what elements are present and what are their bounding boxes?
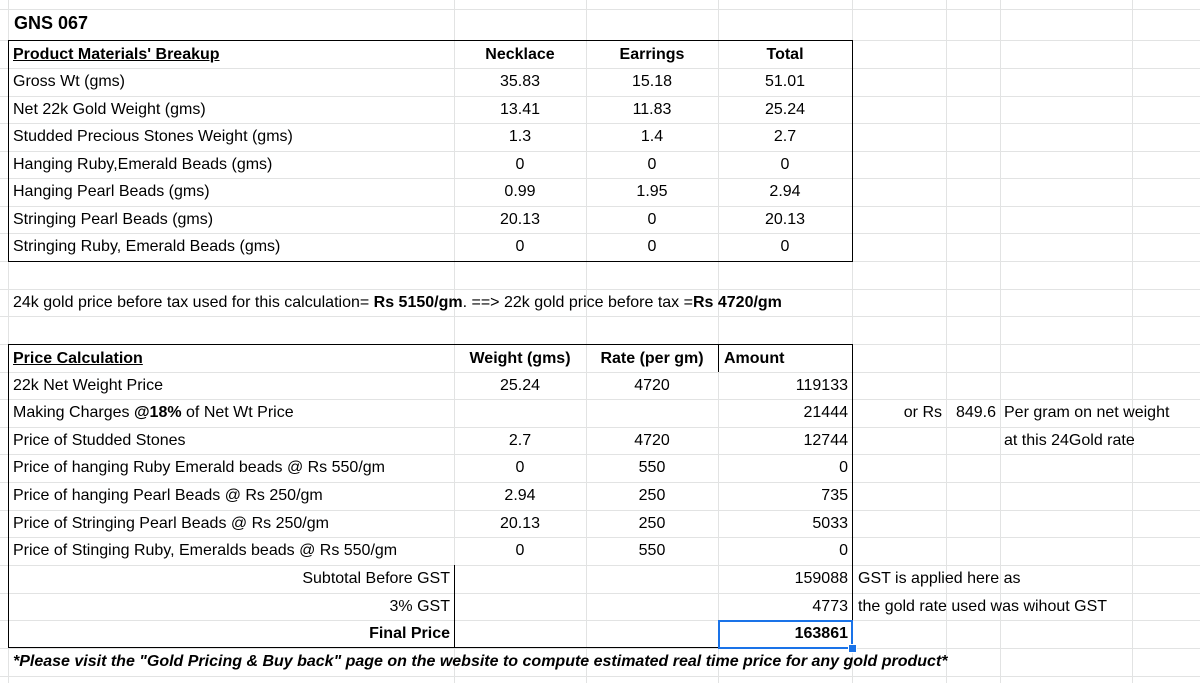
price-table-border [718,344,719,372]
col-rate-header[interactable]: Rate (per gm) [600,350,704,367]
breakup-row-label[interactable]: Stringing Pearl Beads (gms) [13,211,214,228]
price-rate-cell[interactable]: 4720 [634,377,670,394]
price-row-label[interactable]: Price of Stringing Pearl Beads @ Rs 250/gm [13,515,329,532]
price-weight-cell[interactable]: 0 [515,459,525,476]
breakup-row-label[interactable]: Net 22k Gold Weight (gms) [13,101,206,118]
gold-22k-price: Rs 4720/gm [692,294,782,311]
footer-note[interactable]: *Please visit the "Gold Pricing & Buy back" page on the website to compute estimated real time price for any gold product* [13,653,948,670]
breakup-cell[interactable]: 0 [515,156,525,173]
breakup-row-label[interactable]: Stringing Ruby, Emerald Beads (gms) [13,238,281,255]
breakup-cell[interactable]: 11.83 [632,101,672,118]
breakup-cell[interactable]: 1.3 [508,128,532,145]
price-rate-cell[interactable]: 550 [638,459,666,476]
price-row-label[interactable]: Price of hanging Pearl Beads @ Rs 250/gm [13,487,323,504]
price-amount-cell[interactable]: 0 [839,459,848,476]
gold-24k-price: Rs 5150/gm [373,294,463,311]
price-weight-cell[interactable]: 0 [515,542,525,559]
side-note-per-gram-text[interactable]: Per gram on net weight [1004,404,1170,421]
breakup-cell[interactable]: 20.13 [499,211,541,228]
gridline [0,316,1200,317]
breakup-cell[interactable]: 20.13 [764,211,806,228]
price-amount-cell[interactable]: 5033 [812,515,848,532]
gst-note-line2[interactable]: the gold rate used was wihout GST [858,598,1108,615]
price-amount-cell[interactable]: 119133 [795,377,848,394]
breakup-cell[interactable]: 1.4 [640,128,664,145]
breakup-cell[interactable]: 35.83 [499,73,541,90]
breakup-cell[interactable]: 0 [515,238,525,255]
breakup-cell[interactable]: 0 [647,211,657,228]
subtotal-amount[interactable]: 159088 [794,570,848,587]
breakup-row-label[interactable]: Gross Wt (gms) [13,73,125,90]
price-amount-cell[interactable]: 735 [821,487,848,504]
price-rate-cell[interactable]: 250 [638,515,666,532]
price-rate-cell[interactable]: 4720 [634,432,670,449]
col-earrings-header[interactable]: Earrings [619,46,685,63]
gold-note-text: . ==> 22k gold price before tax = [462,294,693,311]
making-label-text: Making Charges [13,404,134,421]
breakup-cell[interactable]: 15.18 [631,73,673,90]
breakup-title[interactable]: Product Materials' Breakup [13,46,220,63]
breakup-cell[interactable]: 0.99 [504,183,536,200]
col-total-header[interactable]: Total [766,46,804,63]
breakup-row-label[interactable]: Studded Precious Stones Weight (gms) [13,128,293,145]
price-rate-cell[interactable]: 550 [638,542,666,559]
gst-amount[interactable]: 4773 [812,598,848,615]
col-necklace-header[interactable]: Necklace [485,46,555,63]
price-calc-title[interactable]: Price Calculation [13,350,143,367]
price-row-label[interactable]: 22k Net Weight Price [13,377,163,394]
price-row-label[interactable] [9,399,294,426]
breakup-cell[interactable]: 51.01 [764,73,806,90]
side-note-rate-text[interactable]: at this 24Gold rate [1004,432,1135,449]
breakup-row-label[interactable]: Hanging Pearl Beads (gms) [13,183,210,200]
side-note-per-gram-value[interactable]: 849.6 [955,404,996,421]
breakup-cell[interactable]: 0 [647,238,657,255]
breakup-table-border [852,40,853,262]
breakup-cell[interactable]: 0 [780,238,790,255]
price-row-label[interactable]: Price of Stinging Ruby, Emeralds beads @ Rs 550/gm [13,542,398,559]
subtotal-label[interactable]: Subtotal Before GST [302,570,450,587]
selected-cell-outline [718,620,853,649]
breakup-cell[interactable]: 0 [780,156,790,173]
price-table-border [852,344,853,648]
sheet-title[interactable]: GNS 067 [14,13,89,33]
making-label-text: of Net Wt Price [181,404,294,421]
breakup-cell[interactable]: 2.7 [773,128,797,145]
breakup-cell[interactable]: 1.95 [636,183,668,200]
price-rate-cell[interactable]: 250 [638,487,666,504]
price-amount-cell[interactable]: 21444 [803,404,848,421]
price-weight-cell[interactable]: 2.94 [504,487,536,504]
gridline [0,676,1200,677]
col-amount-header[interactable]: Amount [724,350,785,367]
price-weight-cell[interactable]: 25.24 [499,377,541,394]
breakup-cell[interactable]: 13.41 [499,101,541,118]
price-weight-cell[interactable]: 20.13 [499,515,541,532]
gold-note-text: 24k gold price before tax used for this calculation= [13,294,374,311]
gst-note-line1[interactable]: GST is applied here as [858,570,1021,587]
breakup-cell[interactable]: 25.24 [764,101,806,118]
col-weight-header[interactable]: Weight (gms) [469,350,571,367]
price-row-label[interactable]: Price of hanging Ruby Emerald beads @ Rs 550/gm [13,459,385,476]
gold-price-note[interactable] [9,289,782,316]
breakup-cell[interactable]: 0 [647,156,657,173]
gst-label[interactable]: 3% GST [389,598,450,615]
breakup-cell[interactable]: 2.94 [769,183,801,200]
price-amount-cell[interactable]: 12744 [803,432,848,449]
final-price-amount[interactable]: 163861 [794,625,848,642]
price-table-border [454,565,455,648]
price-amount-cell[interactable]: 0 [839,542,848,559]
side-note-or-rs[interactable]: or Rs [903,404,942,421]
price-weight-cell[interactable]: 2.7 [508,432,532,449]
final-price-label[interactable]: Final Price [369,625,450,642]
price-row-label[interactable]: Price of Studded Stones [13,432,186,449]
gridline [0,9,1200,10]
gridline [1132,0,1133,683]
breakup-row-label[interactable]: Hanging Ruby,Emerald Beads (gms) [13,156,273,173]
making-percent: @18% [133,404,182,421]
